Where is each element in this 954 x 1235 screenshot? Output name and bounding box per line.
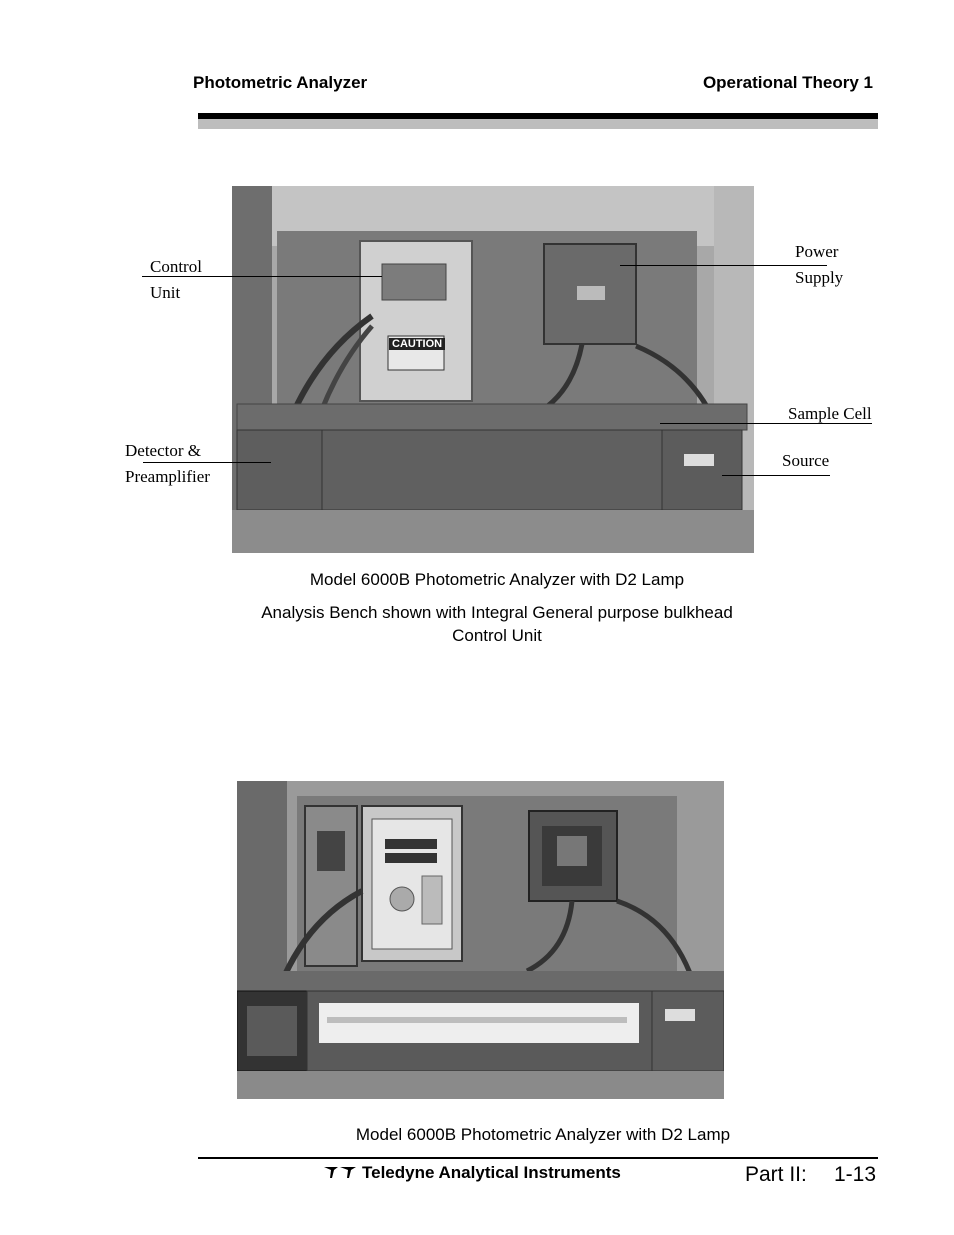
figure1-photo xyxy=(232,186,754,553)
footer-part: Part II: xyxy=(745,1163,807,1186)
figure1-caption-line2: Analysis Bench shown with Integral General purpose bulkhead xyxy=(261,603,733,622)
leader-source xyxy=(722,475,830,476)
running-header-right: Operational Theory 1 xyxy=(702,73,873,92)
caution-label: CAUTION xyxy=(389,338,445,350)
figure1-illustration xyxy=(232,186,754,553)
label-preamplifier: Preamplifier xyxy=(125,467,210,486)
teledyne-logo-icon xyxy=(323,1164,357,1185)
header-rule-shade xyxy=(198,119,878,129)
figure2-photo xyxy=(237,781,724,1099)
footer-rule xyxy=(198,1157,878,1159)
leader-detector xyxy=(143,462,271,463)
leader-control-unit xyxy=(142,276,382,277)
label-control: Control xyxy=(150,257,202,276)
label-unit: Unit xyxy=(150,283,181,302)
label-source: Source xyxy=(782,451,830,470)
leader-power-supply xyxy=(620,265,827,266)
figure1-caption-line3: Control Unit xyxy=(452,626,542,645)
label-sample-cell: Sample Cell xyxy=(788,404,872,423)
figure1-caption-line1: Model 6000B Photometric Analyzer with D2 Lamp xyxy=(309,570,685,589)
figure2-illustration xyxy=(237,781,724,1099)
label-detector: Detector & xyxy=(125,441,201,460)
figure2-caption: Model 6000B Photometric Analyzer with D2 Lamp xyxy=(355,1125,731,1144)
footer-page-number: 1-13 xyxy=(834,1163,877,1186)
footer-company: Teledyne Analytical Instruments xyxy=(362,1163,621,1182)
leader-sample-cell xyxy=(660,423,872,424)
running-header-left: Photometric Analyzer xyxy=(193,73,368,92)
label-power: Power xyxy=(795,242,839,261)
label-supply: Supply xyxy=(795,268,844,287)
